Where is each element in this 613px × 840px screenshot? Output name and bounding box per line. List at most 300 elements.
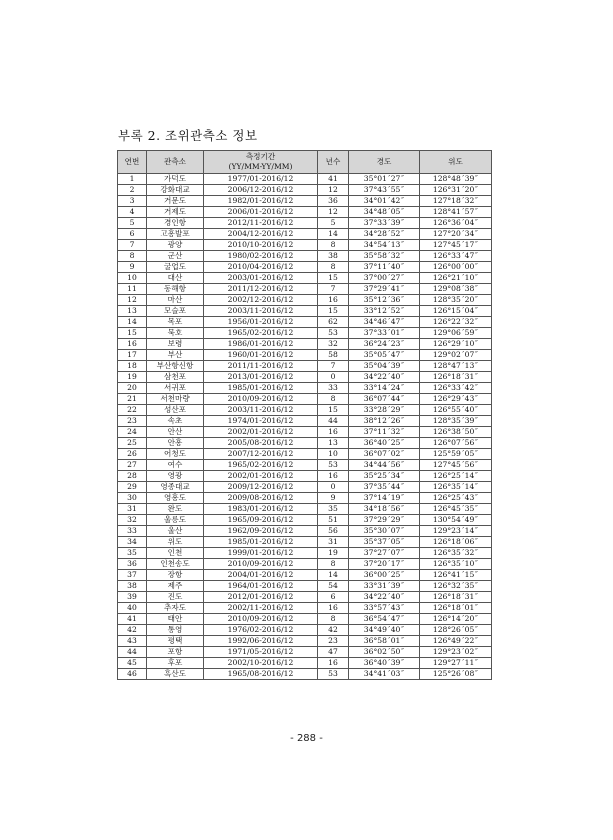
cell-years: 51 bbox=[318, 515, 349, 526]
table-row bbox=[118, 471, 492, 482]
cell-period: 1983/01-2016/12 bbox=[204, 504, 318, 515]
cell-years: 41 bbox=[318, 174, 349, 185]
cell-latitude: 126°15´04˝ bbox=[420, 306, 492, 317]
cell-years: 58 bbox=[318, 350, 349, 361]
cell-longitude: 35°12´36˝ bbox=[349, 295, 420, 306]
cell-years: 7 bbox=[318, 284, 349, 295]
cell-years: 31 bbox=[318, 537, 349, 548]
cell-years: 53 bbox=[318, 460, 349, 471]
cell-longitude: 37°00´27˝ bbox=[349, 273, 420, 284]
table-row bbox=[118, 240, 492, 251]
cell-latitude: 126°36´04˝ bbox=[420, 218, 492, 229]
cell-latitude: 126°41´15˝ bbox=[420, 570, 492, 581]
cell-station: 보령 bbox=[147, 339, 204, 350]
cell-station: 영종대교 bbox=[147, 482, 204, 493]
cell-latitude: 127°45´56˝ bbox=[420, 460, 492, 471]
cell-longitude: 34°22´40˝ bbox=[349, 372, 420, 383]
cell-period: 2002/01-2016/12 bbox=[204, 471, 318, 482]
cell-period: 1964/01-2016/12 bbox=[204, 581, 318, 592]
cell-no: 19 bbox=[118, 372, 147, 383]
cell-years: 32 bbox=[318, 339, 349, 350]
cell-no: 45 bbox=[118, 658, 147, 669]
table-row bbox=[118, 295, 492, 306]
cell-station: 추자도 bbox=[147, 603, 204, 614]
table-row bbox=[118, 262, 492, 273]
table-row bbox=[118, 218, 492, 229]
cell-station: 묵호 bbox=[147, 328, 204, 339]
cell-period: 2003/11-2016/12 bbox=[204, 405, 318, 416]
table-row bbox=[118, 438, 492, 449]
cell-station: 여수 bbox=[147, 460, 204, 471]
cell-latitude: 127°20´34˝ bbox=[420, 229, 492, 240]
cell-latitude: 126°29´43˝ bbox=[420, 394, 492, 405]
cell-years: 38 bbox=[318, 251, 349, 262]
cell-latitude: 126°35´32˝ bbox=[420, 548, 492, 559]
cell-years: 6 bbox=[318, 592, 349, 603]
cell-period: 2004/12-2016/12 bbox=[204, 229, 318, 240]
cell-latitude: 128°41´57˝ bbox=[420, 207, 492, 218]
cell-period: 2009/08-2016/12 bbox=[204, 493, 318, 504]
cell-latitude: 126°38´50˝ bbox=[420, 427, 492, 438]
cell-years: 35 bbox=[318, 504, 349, 515]
cell-period: 2010/09-2016/12 bbox=[204, 394, 318, 405]
table-row bbox=[118, 636, 492, 647]
cell-longitude: 35°25´34˝ bbox=[349, 471, 420, 482]
cell-no: 37 bbox=[118, 570, 147, 581]
table-row bbox=[118, 185, 492, 196]
cell-no: 1 bbox=[118, 174, 147, 185]
cell-station: 마산 bbox=[147, 295, 204, 306]
cell-period: 2010/04-2016/12 bbox=[204, 262, 318, 273]
cell-latitude: 129°06´59˝ bbox=[420, 328, 492, 339]
table-row bbox=[118, 570, 492, 581]
cell-no: 12 bbox=[118, 295, 147, 306]
table-row bbox=[118, 581, 492, 592]
cell-years: 14 bbox=[318, 570, 349, 581]
cell-latitude: 127°45´17˝ bbox=[420, 240, 492, 251]
cell-station: 통영 bbox=[147, 625, 204, 636]
cell-no: 38 bbox=[118, 581, 147, 592]
table-row bbox=[118, 306, 492, 317]
table-row bbox=[118, 603, 492, 614]
cell-latitude: 127°18´32˝ bbox=[420, 196, 492, 207]
cell-years: 56 bbox=[318, 526, 349, 537]
table-body bbox=[118, 174, 492, 680]
table-row bbox=[118, 284, 492, 295]
cell-latitude: 129°02´07˝ bbox=[420, 350, 492, 361]
cell-no: 41 bbox=[118, 614, 147, 625]
cell-no: 29 bbox=[118, 482, 147, 493]
cell-years: 16 bbox=[318, 427, 349, 438]
cell-no: 8 bbox=[118, 251, 147, 262]
cell-station: 강화대교 bbox=[147, 185, 204, 196]
cell-longitude: 34°28´52˝ bbox=[349, 229, 420, 240]
cell-latitude: 126°14´20˝ bbox=[420, 614, 492, 625]
table-row bbox=[118, 207, 492, 218]
cell-no: 20 bbox=[118, 383, 147, 394]
table-row bbox=[118, 361, 492, 372]
cell-station: 영광 bbox=[147, 471, 204, 482]
cell-period: 2006/12-2016/12 bbox=[204, 185, 318, 196]
cell-station: 동해항 bbox=[147, 284, 204, 295]
table-row bbox=[118, 625, 492, 636]
cell-longitude: 37°33´01˝ bbox=[349, 328, 420, 339]
cell-years: 16 bbox=[318, 603, 349, 614]
cell-latitude: 128°35´39˝ bbox=[420, 416, 492, 427]
cell-latitude: 128°48´39˝ bbox=[420, 174, 492, 185]
cell-period: 2003/01-2016/12 bbox=[204, 273, 318, 284]
cell-period: 1974/01-2016/12 bbox=[204, 416, 318, 427]
cell-longitude: 38°12´26˝ bbox=[349, 416, 420, 427]
header-station: 관측소 bbox=[147, 151, 204, 174]
cell-period: 2004/01-2016/12 bbox=[204, 570, 318, 581]
cell-latitude: 126°18´31˝ bbox=[420, 372, 492, 383]
cell-latitude: 126°32´35˝ bbox=[420, 581, 492, 592]
table-row bbox=[118, 427, 492, 438]
table-row bbox=[118, 526, 492, 537]
cell-period: 1956/01-2016/12 bbox=[204, 317, 318, 328]
cell-no: 33 bbox=[118, 526, 147, 537]
table-row bbox=[118, 350, 492, 361]
cell-no: 10 bbox=[118, 273, 147, 284]
cell-latitude: 126°45´35˝ bbox=[420, 504, 492, 515]
cell-years: 36 bbox=[318, 196, 349, 207]
cell-period: 2005/08-2016/12 bbox=[204, 438, 318, 449]
cell-latitude: 125°26´08˝ bbox=[420, 669, 492, 680]
cell-period: 2010/09-2016/12 bbox=[204, 559, 318, 570]
cell-latitude: 126°29´10˝ bbox=[420, 339, 492, 350]
cell-period: 2009/12-2016/12 bbox=[204, 482, 318, 493]
cell-no: 35 bbox=[118, 548, 147, 559]
cell-period: 1977/01-2016/12 bbox=[204, 174, 318, 185]
cell-no: 42 bbox=[118, 625, 147, 636]
cell-station: 포항 bbox=[147, 647, 204, 658]
cell-no: 26 bbox=[118, 449, 147, 460]
cell-no: 31 bbox=[118, 504, 147, 515]
cell-longitude: 37°11´40˝ bbox=[349, 262, 420, 273]
table-row bbox=[118, 548, 492, 559]
cell-years: 9 bbox=[318, 493, 349, 504]
cell-years: 10 bbox=[318, 449, 349, 460]
cell-no: 28 bbox=[118, 471, 147, 482]
cell-period: 2010/09-2016/12 bbox=[204, 614, 318, 625]
cell-no: 39 bbox=[118, 592, 147, 603]
cell-longitude: 35°01´27˝ bbox=[349, 174, 420, 185]
cell-longitude: 37°35´44˝ bbox=[349, 482, 420, 493]
cell-station: 울릉도 bbox=[147, 515, 204, 526]
cell-years: 53 bbox=[318, 328, 349, 339]
table-row bbox=[118, 416, 492, 427]
cell-longitude: 36°02´50˝ bbox=[349, 647, 420, 658]
cell-period: 1986/01-2016/12 bbox=[204, 339, 318, 350]
cell-longitude: 35°58´32˝ bbox=[349, 251, 420, 262]
cell-station: 속초 bbox=[147, 416, 204, 427]
cell-longitude: 35°30´07˝ bbox=[349, 526, 420, 537]
table-header-row bbox=[118, 151, 492, 174]
header-period bbox=[204, 151, 318, 174]
cell-longitude: 36°07´02˝ bbox=[349, 449, 420, 460]
cell-period: 1980/02-2016/12 bbox=[204, 251, 318, 262]
table-row bbox=[118, 482, 492, 493]
cell-station: 안흥 bbox=[147, 438, 204, 449]
cell-no: 4 bbox=[118, 207, 147, 218]
table-row bbox=[118, 251, 492, 262]
cell-years: 15 bbox=[318, 405, 349, 416]
cell-station: 대산 bbox=[147, 273, 204, 284]
cell-longitude: 36°58´01˝ bbox=[349, 636, 420, 647]
cell-station: 평택 bbox=[147, 636, 204, 647]
cell-no: 44 bbox=[118, 647, 147, 658]
cell-latitude: 129°23´02˝ bbox=[420, 647, 492, 658]
cell-period: 1985/01-2016/12 bbox=[204, 383, 318, 394]
cell-latitude: 130°54´49˝ bbox=[420, 515, 492, 526]
cell-station: 부산 bbox=[147, 350, 204, 361]
cell-no: 21 bbox=[118, 394, 147, 405]
cell-years: 14 bbox=[318, 229, 349, 240]
cell-longitude: 37°43´55˝ bbox=[349, 185, 420, 196]
cell-period: 1965/09-2016/12 bbox=[204, 515, 318, 526]
header-period-line1: 측정기간 bbox=[245, 152, 276, 161]
cell-longitude: 33°12´52˝ bbox=[349, 306, 420, 317]
cell-longitude: 37°33´39˝ bbox=[349, 218, 420, 229]
cell-station: 완도 bbox=[147, 504, 204, 515]
cell-period: 2012/01-2016/12 bbox=[204, 592, 318, 603]
cell-no: 32 bbox=[118, 515, 147, 526]
cell-no: 34 bbox=[118, 537, 147, 548]
cell-period: 2002/11-2016/12 bbox=[204, 603, 318, 614]
table-row bbox=[118, 372, 492, 383]
cell-latitude: 126°18´31˝ bbox=[420, 592, 492, 603]
cell-years: 33 bbox=[318, 383, 349, 394]
cell-latitude: 129°23´14˝ bbox=[420, 526, 492, 537]
table-row bbox=[118, 339, 492, 350]
cell-period: 2011/12-2016/12 bbox=[204, 284, 318, 295]
cell-longitude: 35°04´39˝ bbox=[349, 361, 420, 372]
cell-no: 9 bbox=[118, 262, 147, 273]
table-row bbox=[118, 537, 492, 548]
cell-longitude: 36°07´44˝ bbox=[349, 394, 420, 405]
cell-longitude: 35°05´47˝ bbox=[349, 350, 420, 361]
cell-no: 2 bbox=[118, 185, 147, 196]
table-row bbox=[118, 328, 492, 339]
page-number: - 288 - bbox=[290, 733, 323, 744]
cell-latitude: 126°21´10˝ bbox=[420, 273, 492, 284]
cell-years: 5 bbox=[318, 218, 349, 229]
cell-years: 12 bbox=[318, 207, 349, 218]
cell-period: 1982/01-2016/12 bbox=[204, 196, 318, 207]
cell-years: 16 bbox=[318, 295, 349, 306]
cell-latitude: 126°35´14˝ bbox=[420, 482, 492, 493]
table-row bbox=[118, 559, 492, 570]
cell-station: 목포 bbox=[147, 317, 204, 328]
cell-no: 25 bbox=[118, 438, 147, 449]
cell-years: 47 bbox=[318, 647, 349, 658]
cell-longitude: 33°14´24˝ bbox=[349, 383, 420, 394]
cell-years: 8 bbox=[318, 240, 349, 251]
cell-latitude: 128°35´20˝ bbox=[420, 295, 492, 306]
table-row bbox=[118, 614, 492, 625]
cell-station: 안산 bbox=[147, 427, 204, 438]
cell-period: 2006/01-2016/12 bbox=[204, 207, 318, 218]
cell-latitude: 126°22´32˝ bbox=[420, 317, 492, 328]
cell-no: 16 bbox=[118, 339, 147, 350]
cell-latitude: 126°25´43˝ bbox=[420, 493, 492, 504]
cell-longitude: 37°29´41˝ bbox=[349, 284, 420, 295]
cell-period: 2012/11-2016/12 bbox=[204, 218, 318, 229]
cell-no: 14 bbox=[118, 317, 147, 328]
cell-years: 54 bbox=[318, 581, 349, 592]
cell-station: 경인항 bbox=[147, 218, 204, 229]
cell-period: 2007/12-2016/12 bbox=[204, 449, 318, 460]
table-row bbox=[118, 394, 492, 405]
cell-longitude: 34°49´40˝ bbox=[349, 625, 420, 636]
cell-station: 군산 bbox=[147, 251, 204, 262]
cell-years: 44 bbox=[318, 416, 349, 427]
cell-longitude: 37°27´07˝ bbox=[349, 548, 420, 559]
cell-no: 43 bbox=[118, 636, 147, 647]
cell-station: 어청도 bbox=[147, 449, 204, 460]
cell-longitude: 37°29´29˝ bbox=[349, 515, 420, 526]
cell-longitude: 33°28´29˝ bbox=[349, 405, 420, 416]
cell-no: 7 bbox=[118, 240, 147, 251]
cell-longitude: 33°31´39˝ bbox=[349, 581, 420, 592]
cell-years: 12 bbox=[318, 185, 349, 196]
cell-station: 진도 bbox=[147, 592, 204, 603]
table-row bbox=[118, 229, 492, 240]
cell-period: 1965/02-2016/12 bbox=[204, 328, 318, 339]
cell-years: 8 bbox=[318, 614, 349, 625]
cell-years: 62 bbox=[318, 317, 349, 328]
cell-years: 8 bbox=[318, 559, 349, 570]
cell-station: 후포 bbox=[147, 658, 204, 669]
cell-no: 13 bbox=[118, 306, 147, 317]
cell-latitude: 126°00´00˝ bbox=[420, 262, 492, 273]
cell-longitude: 34°18´56˝ bbox=[349, 504, 420, 515]
table-row bbox=[118, 174, 492, 185]
table-row bbox=[118, 658, 492, 669]
cell-years: 13 bbox=[318, 438, 349, 449]
cell-period: 1960/01-2016/12 bbox=[204, 350, 318, 361]
header-no: 연번 bbox=[118, 151, 147, 174]
cell-station: 위도 bbox=[147, 537, 204, 548]
header-longitude: 경도 bbox=[349, 151, 420, 174]
cell-no: 24 bbox=[118, 427, 147, 438]
cell-period: 1976/02-2016/12 bbox=[204, 625, 318, 636]
cell-years: 16 bbox=[318, 471, 349, 482]
cell-no: 5 bbox=[118, 218, 147, 229]
cell-station: 영흥도 bbox=[147, 493, 204, 504]
cell-years: 16 bbox=[318, 658, 349, 669]
cell-station: 광양 bbox=[147, 240, 204, 251]
cell-longitude: 37°20´17˝ bbox=[349, 559, 420, 570]
cell-longitude: 36°40´25˝ bbox=[349, 438, 420, 449]
cell-station: 울산 bbox=[147, 526, 204, 537]
cell-station: 굴업도 bbox=[147, 262, 204, 273]
cell-station: 가덕도 bbox=[147, 174, 204, 185]
cell-station: 모슬포 bbox=[147, 306, 204, 317]
cell-no: 6 bbox=[118, 229, 147, 240]
cell-years: 0 bbox=[318, 372, 349, 383]
table-row bbox=[118, 383, 492, 394]
cell-station: 부산항신항 bbox=[147, 361, 204, 372]
table-row bbox=[118, 449, 492, 460]
cell-no: 40 bbox=[118, 603, 147, 614]
cell-no: 23 bbox=[118, 416, 147, 427]
cell-longitude: 34°46´47˝ bbox=[349, 317, 420, 328]
cell-period: 2002/01-2016/12 bbox=[204, 427, 318, 438]
cell-station: 인천송도 bbox=[147, 559, 204, 570]
table-row bbox=[118, 196, 492, 207]
table-row bbox=[118, 493, 492, 504]
cell-latitude: 126°33´42˝ bbox=[420, 383, 492, 394]
cell-years: 7 bbox=[318, 361, 349, 372]
cell-no: 30 bbox=[118, 493, 147, 504]
cell-longitude: 36°54´47˝ bbox=[349, 614, 420, 625]
cell-longitude: 34°48´05˝ bbox=[349, 207, 420, 218]
cell-latitude: 126°55´40˝ bbox=[420, 405, 492, 416]
cell-no: 46 bbox=[118, 669, 147, 680]
cell-period: 1965/02-2016/12 bbox=[204, 460, 318, 471]
cell-years: 8 bbox=[318, 262, 349, 273]
appendix-title: 부록 2. 조위관측소 정보 bbox=[118, 128, 258, 143]
cell-latitude: 126°07´56˝ bbox=[420, 438, 492, 449]
cell-longitude: 33°57´43˝ bbox=[349, 603, 420, 614]
cell-years: 8 bbox=[318, 394, 349, 405]
cell-station: 인천 bbox=[147, 548, 204, 559]
cell-period: 1999/01-2016/12 bbox=[204, 548, 318, 559]
header-years: 년수 bbox=[318, 151, 349, 174]
cell-station: 제주 bbox=[147, 581, 204, 592]
table-row bbox=[118, 504, 492, 515]
cell-longitude: 36°00´25˝ bbox=[349, 570, 420, 581]
cell-station: 고흥발포 bbox=[147, 229, 204, 240]
cell-period: 1962/09-2016/12 bbox=[204, 526, 318, 537]
cell-station: 태안 bbox=[147, 614, 204, 625]
cell-latitude: 128°47´13˝ bbox=[420, 361, 492, 372]
cell-period: 2002/12-2016/12 bbox=[204, 295, 318, 306]
cell-no: 18 bbox=[118, 361, 147, 372]
header-period-line2: (YY/MM-YY/MM) bbox=[228, 162, 293, 171]
cell-longitude: 34°44´56˝ bbox=[349, 460, 420, 471]
cell-longitude: 36°40´39˝ bbox=[349, 658, 420, 669]
cell-station: 서귀포 bbox=[147, 383, 204, 394]
cell-longitude: 34°41´03˝ bbox=[349, 669, 420, 680]
cell-station: 흑산도 bbox=[147, 669, 204, 680]
cell-station: 서천마량 bbox=[147, 394, 204, 405]
cell-years: 15 bbox=[318, 306, 349, 317]
cell-latitude: 126°33´47˝ bbox=[420, 251, 492, 262]
cell-longitude: 34°22´40˝ bbox=[349, 592, 420, 603]
cell-station: 성산포 bbox=[147, 405, 204, 416]
cell-latitude: 125°59´05˝ bbox=[420, 449, 492, 460]
cell-longitude: 37°14´19˝ bbox=[349, 493, 420, 504]
cell-longitude: 34°01´42˝ bbox=[349, 196, 420, 207]
cell-no: 3 bbox=[118, 196, 147, 207]
table-row bbox=[118, 515, 492, 526]
cell-years: 19 bbox=[318, 548, 349, 559]
tide-station-table bbox=[117, 150, 492, 680]
cell-period: 2003/11-2016/12 bbox=[204, 306, 318, 317]
cell-station: 거제도 bbox=[147, 207, 204, 218]
cell-latitude: 126°31´20˝ bbox=[420, 185, 492, 196]
cell-latitude: 126°18´06˝ bbox=[420, 537, 492, 548]
cell-latitude: 126°35´10˝ bbox=[420, 559, 492, 570]
table-row bbox=[118, 592, 492, 603]
cell-station: 장항 bbox=[147, 570, 204, 581]
cell-latitude: 129°08´38˝ bbox=[420, 284, 492, 295]
cell-period: 2002/10-2016/12 bbox=[204, 658, 318, 669]
cell-longitude: 35°37´05˝ bbox=[349, 537, 420, 548]
